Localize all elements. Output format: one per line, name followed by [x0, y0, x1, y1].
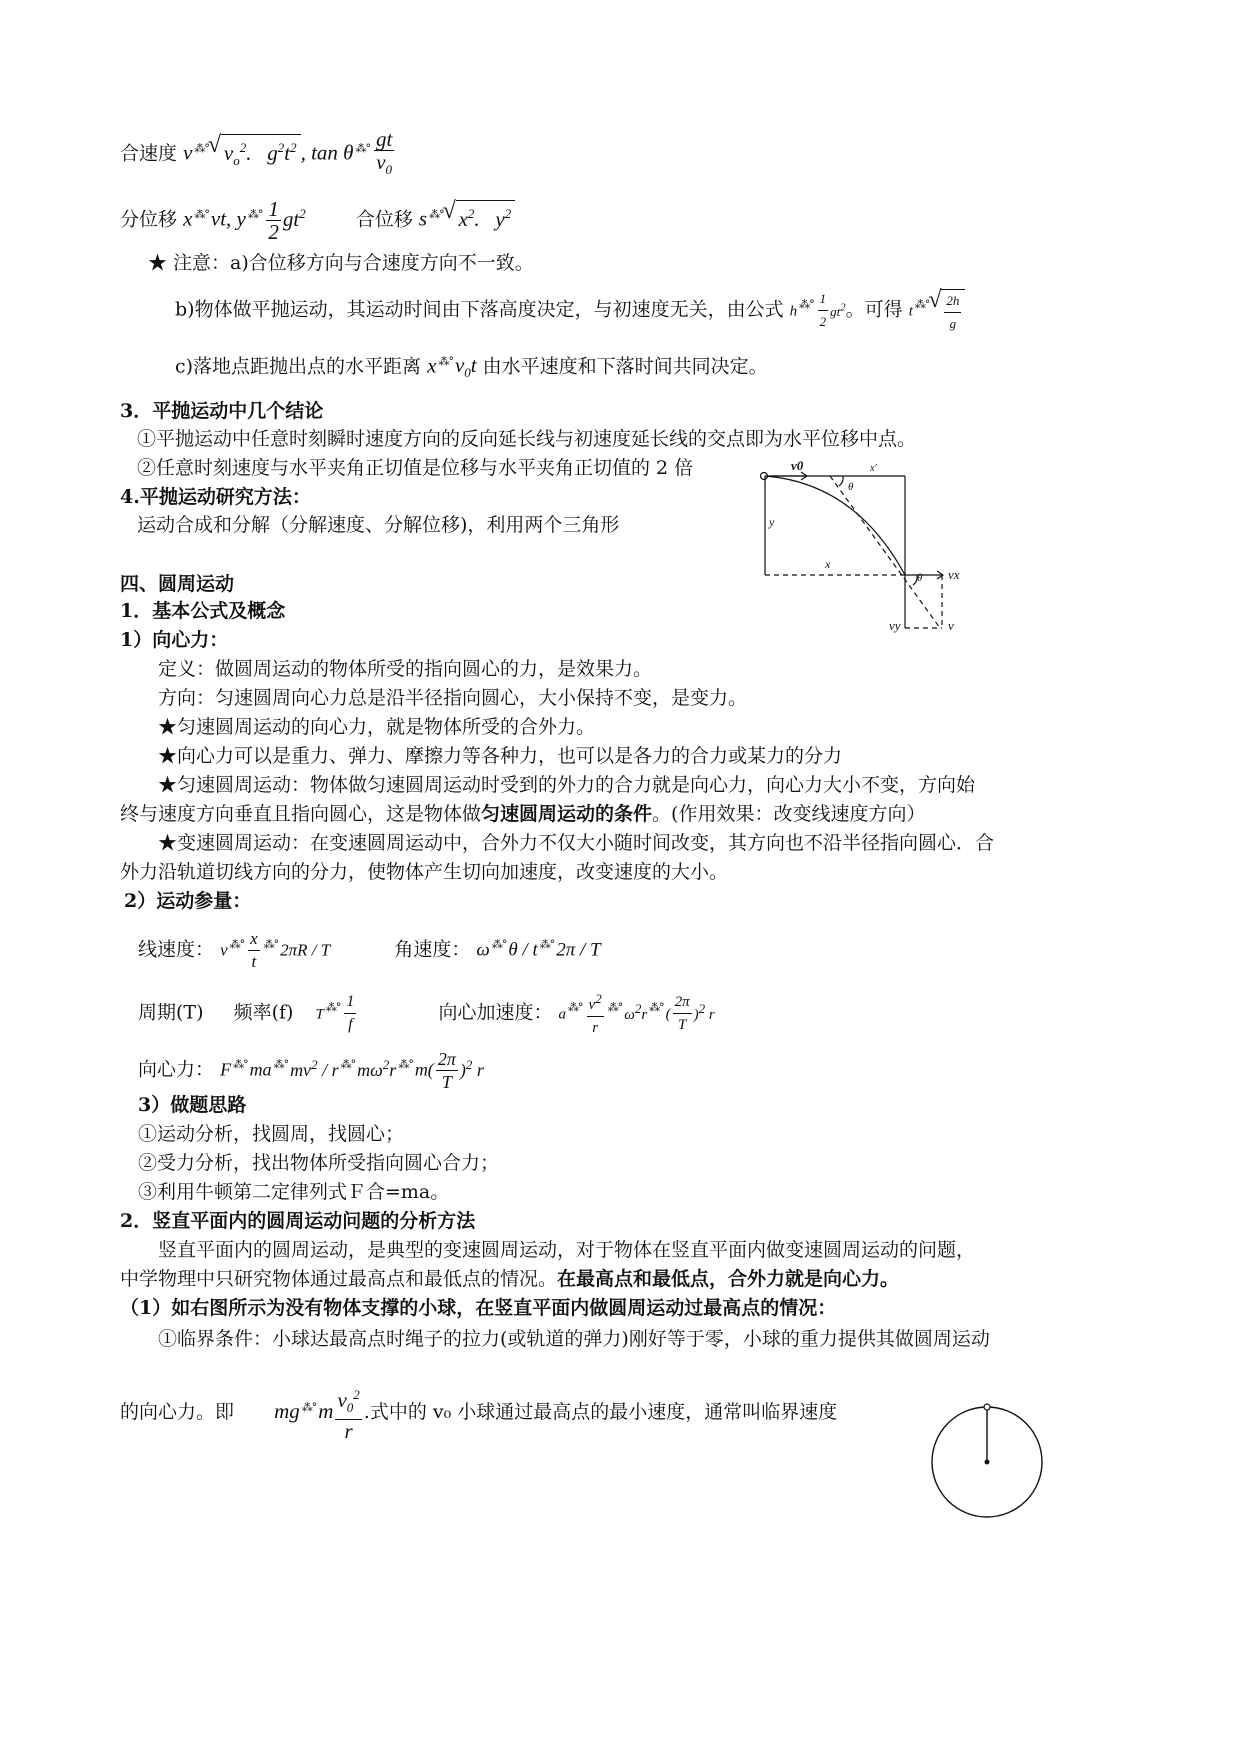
approach-item2: ②受力分析，找出物体所受指向圆心合力；: [138, 1152, 500, 1174]
projectile-diagram: [755, 458, 975, 638]
star-note-1: ★匀速圆周运动的向心力，就是物体所受的合外力。: [158, 716, 596, 738]
period-label: 周期(T): [138, 1001, 204, 1024]
part2-heading: 2．竖直平面内的圆周运动问题的分析方法: [120, 1210, 476, 1232]
part2-p1-bold: 在最高点和最低点，合外力就是向心力。: [557, 1268, 900, 1290]
section3-item1: ①平抛运动中任意时刻瞬时速度方向的反向延长线与初速度延长线的交点即为水平位移中点。: [137, 428, 917, 450]
star-note-3-line2: [120, 801, 925, 827]
part4-heading: 四、圆周运动: [120, 573, 235, 595]
note-c: c)落地点距抛出点的水平距离 x $^{⁂^\circ}v_0t$ 由水平速度和下落时间共同决定。: [175, 353, 768, 381]
xprime-label: x': [870, 463, 877, 474]
theta-bottom-label: θ: [917, 572, 923, 584]
vx-label: vx: [948, 567, 960, 582]
centripetal-heading: 1）向心力：: [120, 629, 229, 651]
section3-heading: 3．平抛运动中几个结论: [120, 400, 324, 422]
critical-suffix: .式中的 v₀ 小球通过最高点的最小速度，通常叫临界速度: [363, 1401, 838, 1424]
section4-body: 运动合成和分解（分解速度、分解位移)，利用两个三角形: [137, 514, 620, 536]
note-b-mid: 。可得: [845, 298, 903, 321]
center-point: [985, 1460, 990, 1465]
part2-p1-text: 中学物理中只研究物体通过最高点和最低点的情况。: [120, 1268, 558, 1290]
star-note-4-line1: ★变速圆周运动：在变速圆周运动中，合外力不仅大小随时间改变，其方向也不沿半径指向圆心．合: [158, 832, 995, 854]
centripetal-def: 定义：做圆周运动的物体所受的指向圆心的力，是效果力。: [158, 658, 653, 680]
theta-top-label: θ: [848, 481, 854, 493]
approach-item1: ①运动分析，找圆周，找圆心；: [138, 1123, 405, 1145]
vertical-circle-diagram: [928, 1400, 1048, 1524]
case1-heading: （1）如右图所示为没有物体支撑的小球，在竖直平面内做圆周运动过最高点的情况：: [120, 1297, 837, 1319]
part2-paragraph-line1: 竖直平面内的圆周运动，是典型的变速圆周运动，对于物体在竖直平面内做变速圆周运动的问题，: [158, 1239, 976, 1261]
note-c-text: c)落地点距抛出点的水平距离: [175, 355, 422, 378]
vy-label: vy: [889, 618, 901, 633]
params-heading: 2）运动参量：: [124, 890, 252, 912]
v-label: v: [948, 618, 954, 633]
centripetal-force-label: 向心力：: [138, 1058, 215, 1081]
section3-item2: ②任意时刻速度与水平夹角正切值是位移与水平夹角正切值的 2 倍: [137, 457, 694, 479]
label-displacement-components: 分位移: [120, 208, 178, 231]
y-label: y: [769, 515, 775, 529]
critical-condition-line1: ①临界条件：小球达最高点时绳子的拉力(或轨道的弹力)刚好等于零，小球的重力提供其做圆周运动: [158, 1328, 990, 1350]
note-b-text: b)物体做平抛运动，其运动时间由下落高度决定，与初速度无关，由公式: [175, 298, 784, 321]
note-c-suffix: 由水平速度和下落时间共同决定。: [482, 355, 768, 378]
frequency-label: 频率(f): [233, 1001, 294, 1024]
x-label: x: [825, 557, 831, 571]
star3-text-b: 。(作用效果：改变线速度方向）: [652, 803, 926, 825]
approach-item3: ③利用牛顿第二定律列式Ｆ合=ma。: [138, 1181, 450, 1203]
velocity-formulas: 线速度： v ⁂° $\frac{x}{t}$ ⁂° 2πR / T 角速度： ω ⁂° θ / t ⁂° 2π / T: [138, 929, 601, 971]
star3-text-a: 终与速度方向垂直且指向圆心，这是物体做: [120, 803, 482, 825]
star-note-3-line1: ★匀速圆周运动：物体做匀速圆周运动时受到的外力的合力就是向心力，向心力大小不变，方向始: [158, 774, 976, 796]
linear-velocity-label: 线速度：: [138, 938, 215, 961]
note-b: b)物体做平抛运动，其运动时间由下落高度决定，与初速度无关，由公式 h ⁂° $\frac{1}{2}$ $gt^2$。可得 t ⁂° √ $\frac{2h}{g}$: [175, 288, 965, 335]
ball: [984, 1404, 990, 1410]
part4-sub1: 1．基本公式及概念: [120, 600, 286, 622]
approach-heading: 3）做题思路: [138, 1094, 247, 1116]
angular-velocity-label: 角速度：: [394, 938, 471, 961]
star-note-2: ★向心力可以是重力、弹力、摩擦力等各种力，也可以是各力的合力或某力的分力: [158, 745, 843, 767]
centripetal-acceleration-label: 向心加速度：: [438, 1001, 553, 1024]
label-resultant-displacement: 合位移: [355, 208, 413, 231]
critical-condition-line2: 的向心力。即 mg ⁂°m $\frac{v_0^2}{r}$ .式中的 v₀ 小球通过最高点的最小速度，通常叫临界速度: [120, 1384, 837, 1442]
note-a: ★ 注意：a)合位移方向与合速度方向不一致。: [148, 252, 534, 274]
star-note-4-line2: 外力沿轨道切线方向的分力，使物体产生切向加速度，改变速度的大小。: [120, 861, 729, 883]
part2-paragraph-line2: [120, 1266, 899, 1292]
resultant-velocity-formula: 合速度 v ⁂°√ $v_o^2$. $g^2t^2$ , tan θ ⁂° $\frac{gt}{v_0}$: [120, 128, 396, 181]
displacement-formula: 分位移 x ⁂°vt, y ⁂° $\frac{1}{2}$ $gt^2$ 合位移 s ⁂°√ $x^2$. $y^2$: [120, 198, 515, 243]
critical-prefix: 的向心力。即: [120, 1401, 235, 1424]
centripetal-force-formula: 向心力： F ⁂° ma ⁂° $mv^2$ / r ⁂° $m\omega^2r$ ⁂° m( $\frac{2\pi}{T}$ )$^2$ r: [138, 1049, 484, 1092]
label-resultant-velocity: 合速度: [120, 142, 178, 165]
centripetal-dir: 方向：匀速圆周向心力总是沿半径指向圆心，大小保持不变，是变力。: [158, 687, 748, 709]
period-acceleration-formulas: 周期(T) 频率(f) T ⁂° $\frac{1}{f}$ 向心加速度： a ⁂° $\frac{v^2}{r}$ ⁂° $\omega^2r$ ⁂° ( $\frac{2\pi}{T}$ )$^2$ r: [138, 988, 715, 1039]
section4-heading: 4.平抛运动研究方法：: [120, 486, 311, 508]
v0-label: v0: [791, 458, 804, 473]
star3-bold: 匀速圆周运动的条件: [481, 803, 653, 825]
